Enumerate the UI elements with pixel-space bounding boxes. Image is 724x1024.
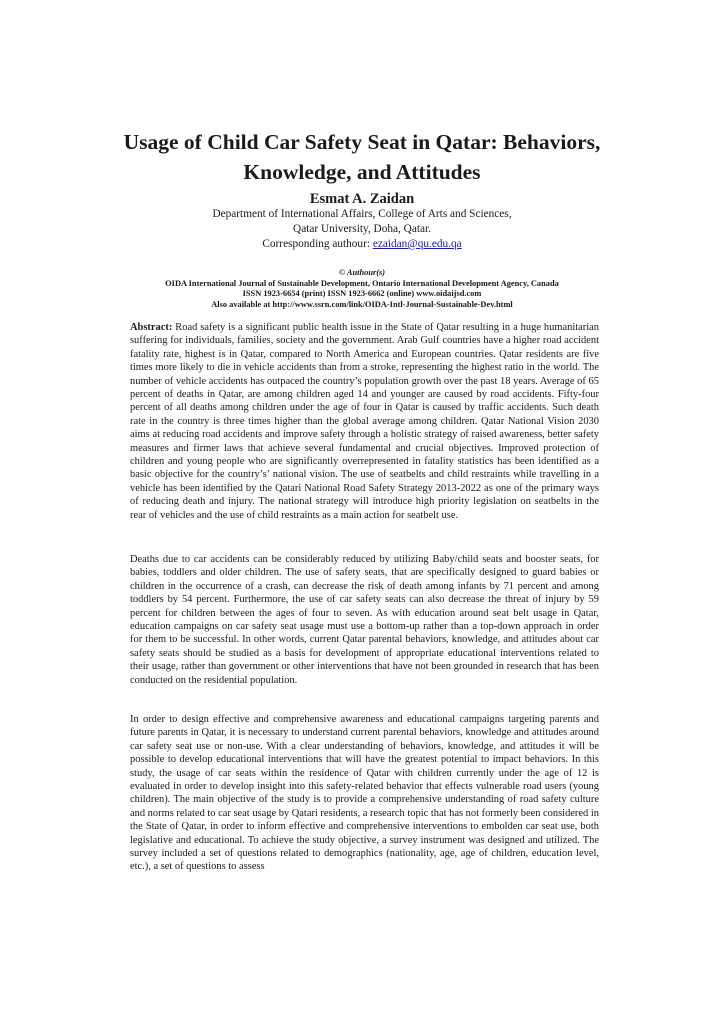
title-line-2: Knowledge, and Attitudes [243,160,481,184]
journal-line-1: OIDA International Journal of Sustainable Development, Ontario International Development Agency, Canada [165,278,559,288]
paper-title [100,127,624,187]
author-name: Esmat A. Zaidan [309,191,415,207]
copyright-line: © Authour(s) [338,268,386,277]
body-paragraph-2: Deaths due to car accidents can be considerably reduced by utilizing Baby/child seats and booster seats, for babies, toddlers and older children. The use of safety seats, that are specifically designed to guard babies or children in the occurrence of a crash, can decrease the risk of death among infants by 71 percent and among toddlers by 54 percent. Furthermore, the use of car safety seats can also decrease the threat of injury by 59 percent for children between the ages of four to seven. As with education around seat belt usage in Qatar, education campaigns on car safety seat usage must use a bottom-up rather than a top-down approach in order for them to be successful. In other words, current Qatar parental behaviors, knowledge, and attitudes about car safety seats should be studied as a basis for development of appropriate educational interventions related to their usage, rather than government or other interventions that have not been grounded in research that has been conducted on the residential population. [130,554,599,686]
abstract-paragraph [130,321,599,539]
journal-line-3: Also available at http://www.ssrn.com/link/OIDA-Intl-Journal-Sustainable-Dev.html [211,300,513,310]
corresponding-author [100,237,624,252]
author-affiliation [100,207,624,252]
title-line-1: Usage of Child Car Safety Seat in Qatar: Behaviors, [123,130,601,154]
email-link[interactable]: ezaidan@qu.edu.qa [372,238,462,250]
body-paragraph-3: In order to design effective and comprehensive awareness and educational campaigns targeting parents and future parents in Qatar, it is necessary to understand current parental behaviors, knowledge and attitudes around car safety seat use or non-use. With a clear understanding of behaviors, knowledge, and attitudes it will be possible to develop educational interventions that will have the greatest potential to impact behaviors. In this study, the usage of car seats within the residence of Qatar with children currently under the age of 12 is evaluated in order to develop insight into this safety-related behavior that effects vulnerable road users (young children). The main objective of the study is to provide a comprehensive understanding of road safety culture and norms related to car seat usage by Qatari residents, a research topic that has not formerly been considered in the State of Qatar, in order to inform effective and comprehensive interventions to embolden car seat use, both legislative and educational. To achieve the study objective, a survey instrument was designed and utilized. The survey included a set of questions related to demographics (nationality, age, age of children, education level, etc.), a set of questions to assess [130,714,599,873]
abstract-label: Abstract: [130,322,173,333]
journal-info [80,268,644,311]
journal-line-2: ISSN 1923-6654 (print) ISSN 1923-6662 (online) www.oidaijsd.com [242,289,482,299]
affiliation-line-1: Department of International Affairs, College of Arts and Sciences, [212,208,512,220]
abstract-text: Road safety is a significant public health issue in the State of Qatar resulting in a huge humanitarian suffering for individuals, families, society and the government. Arab Gulf countries have a higher road accident fatality rate, highest is in Qatar, compared to North America and European countries. Qatar residents are five times more likely to die in vehicle accidents than from a stroke, representing the highest ratio in the world. The number of vehicle accidents has outpaced the country’s population growth over the past 18 years. Average of 65 percent of deaths in Qatar, are among children aged 14 and younger are caused by road accidents. Fifty-four percent of all deaths among children under the age of four in Qatar is caused by traffic accidents. Such death rate in the country is three times higher than the global average among children. Qatar National Vision 2030 aims at reducing road accidents and improve safety through a holistic strategy of raised awareness, better safety measures and firmer laws that achieve several fundamental and crucial objectives. Improved protection of children and young people who are significantly overrepresented in fatality statistics has been identified as a basic objective for the country’s’ national vision. The use of seatbelts and child restraints while travelling in a vehicle has been identified by the Qatari National Road Safety Strategy 2013-2022 as one of the primary ways of reducing death and injury. The national strategy will introduce high priority legislation on seatbelts in the rear of vehicles and the use of child restraints as a main action for seatbelt use. [130,322,599,521]
affiliation-line-2: Qatar University, Doha, Qatar. [293,223,431,235]
corresponding-label: Corresponding authour: [262,238,373,250]
